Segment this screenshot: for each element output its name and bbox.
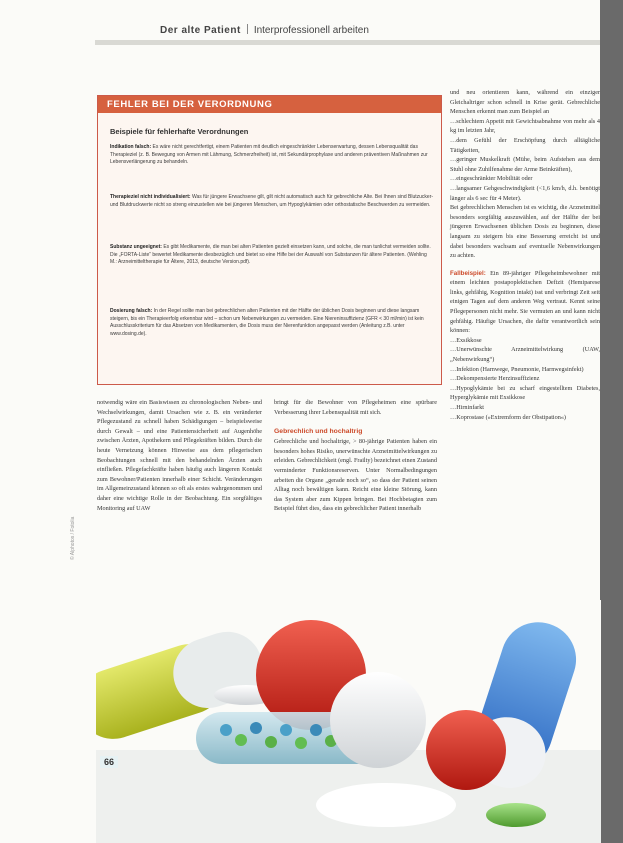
info-box bbox=[97, 95, 442, 385]
red-ball bbox=[426, 710, 506, 790]
list-item: …Infektion (Harnwege, Pneumonie, Harnwegsinfekt) bbox=[450, 365, 584, 373]
box-text: In der Regel sollte man bei gebrechlichen alten Patienten mit der Hälfte der üblichen Dosis beginnen und diese langsam steigern, bis ein Therapieerfolg erkennbar wird – schon um Nebenwirkungen zu vermeiden. Eine Niereninsuffizienz (GFR < 30 ml/min) ist kein Ausschlusskriterium für das Absetzen von Medikamenten, die Dosis muss der Nierenfunktion angepasst werden (Anleitung z.B. unter www.dosing.de). bbox=[110, 308, 424, 337]
column-left bbox=[97, 398, 262, 513]
list-item: …langsamer Gehgeschwindigkeit (<1,6 km/h, d.h. benötigt länger als 6 sec für 4 Meter). bbox=[450, 184, 600, 202]
column-right bbox=[450, 88, 600, 422]
list-item: …dem Gefühl der Erschöpfung durch alltägliche Tätigkeiten, bbox=[450, 136, 600, 154]
page-number: 66 bbox=[100, 756, 118, 768]
list-item: …geringer Muskelkraft (Mühe, beim Aufstehen aus dem Stuhl ohne Zuhilfenahme der Arme Beinkräften), bbox=[450, 156, 600, 173]
scan-edge bbox=[600, 0, 623, 843]
box-paragraph-dosage bbox=[110, 308, 435, 338]
pills-photo bbox=[96, 600, 601, 843]
box-paragraph-indication bbox=[110, 144, 435, 167]
box-paragraph-goal bbox=[110, 194, 435, 209]
box-text: Es wäre nicht gerechtfertigt, einem Patienten mit deutlich eingeschränkter Lebenserwartung, dessen Lebensqualität das Therapieziel (z. B. Bewegung von Armen mit Lähmung, Schmerzfreiheit) ist, mit Sekundärprophylaxe und anderen präventiven Maßnahmen zur Lebensverlängerung zu behandeln. bbox=[110, 144, 428, 166]
case-lead: Fallbeispiel: bbox=[450, 269, 486, 277]
column-middle-intro: bringt für die Bewohner von Pflegeheimen eine spürbare Verbesserung ihrer Lebensqualität mit sich. bbox=[274, 399, 437, 416]
column-middle-text: Gebrechliche und hochaltrige, > 80-jährige Patienten haben ein besonders hohes Risiko, unerwünschte Arzneimittelwirkungen zu erleiden. Gebrechlichkeit (engl. Frailty) bezeichnet einen Zustand verminderter Funktionsreserven. Unter Normalbedingungen arbeiten die Organe „gerade noch so“, so dass der Patient seinen Alltag noch bewältigen kann. Reicht eine kleine Störung, kann das System aber zum Kippen bringen. Bei Hochbetagten zum Beispiel führt dies, dass ein gebrechlicher Patient innerhalb bbox=[274, 438, 437, 513]
large-white-tablet bbox=[330, 672, 426, 768]
box-text: Was für jüngere Erwachsene gilt, gilt nicht automatisch auch für gebrechliche Alte. Bei Ihnen sind Blutzucker- und Blutdruckwerte nicht so streng einzustellen wie bei jüngeren Menschen, um Hypoglykämien oder orthostatische Beschwerden zu vermeiden. bbox=[110, 194, 434, 208]
header-separator bbox=[247, 24, 248, 34]
column-right-intro: und neu orientieren kann, während ein einziger Gleichaltriger schon schnell in Krise gerät. Gebrechliche Menschen erkennt man zum Beispiel an bbox=[450, 89, 600, 116]
list-item: …Hypoglykämie bei zu scharf eingestelltem Diabetes, Hyperglykämie mit Exsikkose bbox=[450, 384, 600, 402]
list-item: …Dekompensierte Herzinsuffizienz bbox=[450, 375, 540, 383]
column-middle-heading: Gebrechlich und hochaltrig bbox=[274, 428, 363, 436]
photo-credit: © Alphotos / Fotolia bbox=[70, 516, 76, 560]
case-study bbox=[450, 269, 600, 336]
box-subtitle: Beispiele für fehlerhafte Verordnungen bbox=[110, 127, 249, 136]
case-text: Ein 89-jähriger Pflegeheimbewohner mit einem leichten postapoplektischen Defizit (Hemiparese links, gehfähig, Kognition intakt) isst und verbringt Zeit seit einigen Tagen auf dem anderen Weg vertraut. Kennt seine Pflegepersonen nicht mehr. Sie vermuten an und kann nicht gehfähig. Häufige Ursachen, die dafür verantwortlich sein können: bbox=[450, 269, 600, 335]
header-rule bbox=[95, 40, 600, 45]
list-item: …eingeschränkter Mobilität oder bbox=[450, 175, 533, 183]
green-pill bbox=[486, 803, 546, 827]
list-item: …schlechtem Appetit mit Gewichtsabnahme von mehr als 4 kg im letzten Jahr, bbox=[450, 117, 600, 135]
header-topic: Interprofessionell arbeiten bbox=[253, 25, 369, 36]
box-lead: Dosierung falsch: bbox=[110, 308, 153, 314]
list-item: …Exsikkose bbox=[450, 336, 482, 344]
list-item: …Unerwünschte Arzneimittelwirkung (UAW, „Nebenwirkung“) bbox=[450, 346, 600, 364]
box-lead: Indikation falsch: bbox=[110, 144, 152, 150]
white-disc bbox=[316, 783, 456, 827]
running-header bbox=[160, 24, 369, 36]
column-right-middle: Bei gebrechlichen Menschen ist es wichtig, die Arzneimittel besonders sorgfältig auszuwählen, auf der Hälfte der bei jüngeren Erwachsenen üblichen Dosis zu beginnen, diese langsam zu steigern bis eine Besserung erreicht ist und dabei besonders wachsam auf eventuelle Nebenwirkungen zu achten. bbox=[450, 204, 600, 260]
list-item: …Koprostase (»Extremform der Obstipation«) bbox=[450, 413, 566, 421]
column-left-text: notwendig wäre ein Basiswissen zu chronologischen Neben- und Wechselwirkungen, damit Ursachen wie z. B. ein veränderter Pflegezustand zu schnell haben Schädigungen – beispielsweise durch Gewalt – und eine Patientensicherheit auf Augenhöhe zwischen Ärzten, Apothekern und Pflegekräften bilden. Durch die heute Vernetzung können Hinweise aus dem pflegerischen Beobachtungen schnell mit den behandelnden Ärzten auch einfließen. Pflegefachkräfte haben häufig auch längeren Kontakt zum Bewohner/Patienten innerhalb einer Schicht. Veränderungen im Allgemeinzustand können so oft als erstes wahrgenommen und daher eine wichtige Rolle in der Beobachtung. Ein sorgfältiges Monitoring auf UAW bbox=[97, 399, 262, 512]
box-lead: Therapieziel nicht individualisiert: bbox=[110, 194, 191, 200]
box-title: FEHLER BEI DER VERORDNUNG bbox=[98, 96, 441, 113]
list-item: …Hirninfarkt bbox=[450, 404, 485, 411]
box-paragraph-substance bbox=[110, 244, 435, 267]
box-lead: Substanz ungeeignet: bbox=[110, 244, 162, 250]
box-text: Es gibt Medikamente, die man bei alten Patienten gezielt einsetzen kann, und solche, die man tunlichst vermeiden sollte. Die „FORTA-Liste“ bewertet Medikamente diesbezüglich und bietet so eine Hilfe bei der Auswahl von Substanzen für ältere Patienten. (Wehling M.: Arzneimitteltherapie für Ältere, 2013, deutsche Version.pdf). bbox=[110, 244, 431, 266]
header-section: Der alte Patient bbox=[160, 25, 241, 36]
column-middle bbox=[274, 398, 437, 514]
